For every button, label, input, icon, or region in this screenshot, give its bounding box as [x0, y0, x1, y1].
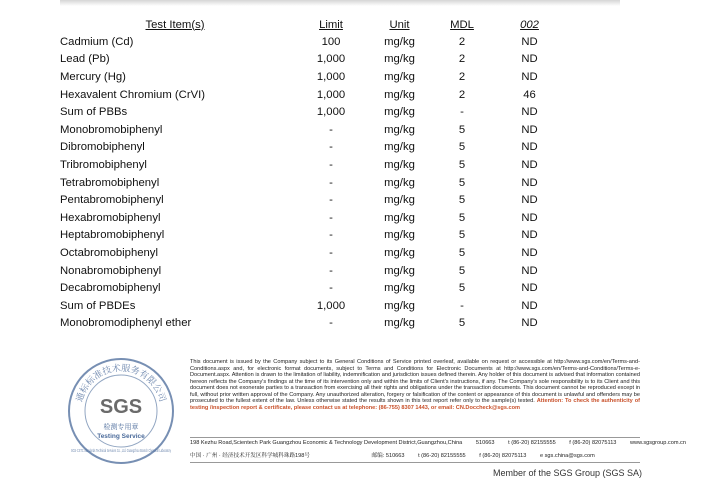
- cell-test-item: Heptabromobiphenyl: [60, 229, 165, 242]
- cell-test-item: Cadmium (Cd): [60, 35, 134, 48]
- cell-test-item: Sum of PBDEs: [60, 299, 136, 312]
- cell-limit: -: [329, 317, 333, 330]
- cell-mdl: 5: [458, 211, 466, 224]
- cell-limit: -: [329, 264, 333, 277]
- phone-en: t (86-20) 82155555: [508, 440, 556, 446]
- sgs-group-member-note: Member of the SGS Group (SGS SA): [493, 468, 643, 478]
- cell-test-item: Mercury (Hg): [60, 70, 126, 83]
- footer-divider-top: [190, 437, 640, 438]
- stamp-ring-en: SGS-CSTC Standards Technical Services Co., Ltd. Guangzhou Branch Chemical Laboratory: [71, 448, 172, 453]
- disclaimer-text: This document is issued by the Company subject to its General Conditions of Service printed overleaf, available on request or accessible at http://www.sgs.com/en/Terms-and-Conditions.aspx and, for electronic format documents, subject to Terms and Conditions for Electronic Documents at http://www.sgs.com/en/Terms-and-Conditions/Terms-e-Document.aspx. Attention is drawn to the limitation of liability, indemnification and jurisdiction issues defined therein. Any holder of this document is advised that information contained hereon reflects the Company's findings at the time of its intervention only and within the limits of Client's instructions, if any. The Company's sole responsibility is to its Client and this document does not exonerate parties to a transaction from exercising all their rights and obligations under the transaction documents. This document cannot be reproduced except in full, without prior written approval of the Company. Any unauthorized alteration, forgery or falsification of the content or appearance of this document is unlawful and offenders may be prosecuted to the fullest extent of the law. Unless otherwise stated the results shown in this test report refer only to the sample(s) tested.: [190, 359, 640, 404]
- table-row: [60, 279, 562, 297]
- cell-limit: 1,000: [316, 299, 346, 312]
- cell-unit: mg/kg: [384, 229, 415, 242]
- table-row: [60, 121, 562, 139]
- table-row: [60, 297, 562, 315]
- cell-limit: -: [329, 282, 333, 295]
- cell-result: ND: [521, 53, 538, 66]
- cell-mdl: 5: [458, 264, 466, 277]
- cell-result: ND: [521, 264, 538, 277]
- cell-unit: mg/kg: [384, 53, 415, 66]
- cell-mdl: 2: [458, 70, 466, 83]
- cell-result: ND: [521, 70, 538, 83]
- stamp-ring-text: 通标标准技术服务有限公司: [75, 363, 167, 404]
- table-header-row: [60, 16, 562, 33]
- cell-test-item: Hexabromobiphenyl: [60, 211, 161, 224]
- cell-unit: mg/kg: [384, 88, 415, 101]
- fax-en: f (86-20) 82075113: [569, 440, 617, 446]
- table-row: [60, 262, 562, 280]
- postcode-en: 510663: [475, 440, 495, 446]
- postcode-cn-label: 邮编:: [371, 453, 385, 459]
- cell-limit: -: [329, 176, 333, 189]
- cell-test-item: Monobromobiphenyl: [60, 123, 163, 136]
- cell-result: ND: [521, 35, 538, 48]
- cell-limit: 1,000: [316, 106, 346, 119]
- cell-unit: mg/kg: [384, 211, 415, 224]
- cell-unit: mg/kg: [384, 282, 415, 295]
- postcode-cn: 510663: [385, 453, 405, 459]
- cell-test-item: Monobromodiphenyl ether: [60, 317, 192, 330]
- table-row: [60, 33, 562, 51]
- cell-mdl: -: [460, 106, 464, 119]
- cell-test-item: Pentabromobiphenyl: [60, 194, 164, 207]
- header-sample-result: 002: [520, 18, 539, 31]
- stamp-logo: SGS: [99, 396, 143, 418]
- cell-result: ND: [521, 229, 538, 242]
- table-row: [60, 86, 562, 104]
- table-row: [60, 227, 562, 245]
- cell-result: ND: [521, 106, 538, 119]
- cell-unit: mg/kg: [384, 158, 415, 171]
- table-row: [60, 156, 562, 174]
- header-unit: Unit: [389, 18, 410, 31]
- cell-result: ND: [521, 317, 538, 330]
- cell-mdl: 5: [458, 158, 466, 171]
- cell-unit: mg/kg: [384, 70, 415, 83]
- stamp-label-cn: 检测专用章: [103, 423, 139, 431]
- legal-disclaimer: [190, 359, 640, 411]
- cell-result: ND: [521, 299, 538, 312]
- table-row: [60, 68, 562, 86]
- cell-result: ND: [521, 211, 538, 224]
- cell-limit: -: [329, 211, 333, 224]
- cell-mdl: 2: [458, 88, 466, 101]
- table-row: [60, 51, 562, 69]
- cell-mdl: -: [460, 299, 464, 312]
- cell-mdl: 5: [458, 229, 466, 242]
- table-row: [60, 315, 562, 333]
- cell-result: ND: [521, 176, 538, 189]
- phone-cn: t (86-20) 82155555: [418, 453, 466, 459]
- header-limit: Limit: [319, 18, 343, 31]
- cell-test-item: Dibromobiphenyl: [60, 141, 145, 154]
- cell-mdl: 5: [458, 282, 466, 295]
- cell-test-item: Nonabromobiphenyl: [60, 264, 162, 277]
- fax-cn: f (86-20) 82075113: [479, 453, 527, 459]
- authenticity-check-line: Attention: To check the authenticity of testing /inspection report & certificate, please contact us at telephone: (86-755) 8307 1443, or email: CN.Doccheck@sgs.com: [190, 398, 640, 411]
- cell-test-item: Tribromobiphenyl: [60, 158, 147, 171]
- results-table: [60, 16, 562, 332]
- cell-result: ND: [521, 194, 538, 207]
- table-row: [60, 174, 562, 192]
- address-cn: 中国 · 广州 · 经济技术开发区科学城科珠路198号: [190, 453, 310, 459]
- cell-test-item: Lead (Pb): [60, 53, 110, 66]
- cell-limit: -: [329, 194, 333, 207]
- table-row: [60, 191, 562, 209]
- cell-mdl: 5: [458, 246, 466, 259]
- cell-limit: 100: [321, 35, 341, 48]
- cell-limit: 1,000: [316, 53, 346, 66]
- cell-mdl: 5: [458, 317, 466, 330]
- cell-limit: 1,000: [316, 88, 346, 101]
- cell-mdl: 2: [458, 53, 466, 66]
- cell-mdl: 5: [458, 194, 466, 207]
- cell-test-item: Hexavalent Chromium (CrVI): [60, 88, 206, 101]
- cell-unit: mg/kg: [384, 194, 415, 207]
- cell-result: ND: [521, 158, 538, 171]
- cell-result: ND: [521, 246, 538, 259]
- table-body: [60, 33, 562, 332]
- cell-result: ND: [521, 282, 538, 295]
- cell-limit: -: [329, 246, 333, 259]
- table-row: [60, 103, 562, 121]
- cell-test-item: Decabromobiphenyl: [60, 282, 161, 295]
- cell-unit: mg/kg: [384, 141, 415, 154]
- cell-unit: mg/kg: [384, 106, 415, 119]
- cell-limit: 1,000: [316, 70, 346, 83]
- cell-limit: -: [329, 229, 333, 242]
- footer-divider-bottom: [190, 462, 640, 463]
- email: e sgs.china@sgs.com: [539, 453, 595, 459]
- page-top-edge: [60, 0, 620, 6]
- cell-unit: mg/kg: [384, 123, 415, 136]
- cell-unit: mg/kg: [384, 299, 415, 312]
- cell-result: 46: [523, 88, 536, 101]
- cell-mdl: 5: [458, 123, 466, 136]
- cell-unit: mg/kg: [384, 35, 415, 48]
- cell-result: ND: [521, 123, 538, 136]
- table-row: [60, 139, 562, 157]
- table-row: [60, 244, 562, 262]
- cell-unit: mg/kg: [384, 246, 415, 259]
- cell-unit: mg/kg: [384, 317, 415, 330]
- address-line-cn: [190, 451, 595, 459]
- table-row: [60, 209, 562, 227]
- address-line-en: [190, 440, 686, 446]
- cell-mdl: 5: [458, 176, 466, 189]
- cell-test-item: Tetrabromobiphenyl: [60, 176, 160, 189]
- cell-limit: -: [329, 158, 333, 171]
- cell-result: ND: [521, 141, 538, 154]
- header-test-items: Test Item(s): [145, 18, 205, 31]
- stamp-label-en: Testing Service: [97, 433, 145, 440]
- cell-limit: -: [329, 141, 333, 154]
- sgs-testing-stamp: [65, 355, 177, 467]
- address-en: 198 Kezhu Road,Scientech Park Guangzhou Economic & Technology Development District,Guangzhou,China: [190, 440, 463, 446]
- cell-test-item: Octabromobiphenyl: [60, 246, 158, 259]
- website: www.sgsgroup.com.cn: [629, 440, 686, 446]
- cell-unit: mg/kg: [384, 176, 415, 189]
- header-mdl: MDL: [450, 18, 474, 31]
- cell-test-item: Sum of PBBs: [60, 106, 128, 119]
- cell-limit: -: [329, 123, 333, 136]
- cell-mdl: 5: [458, 141, 466, 154]
- cell-unit: mg/kg: [384, 264, 415, 277]
- cell-mdl: 2: [458, 35, 466, 48]
